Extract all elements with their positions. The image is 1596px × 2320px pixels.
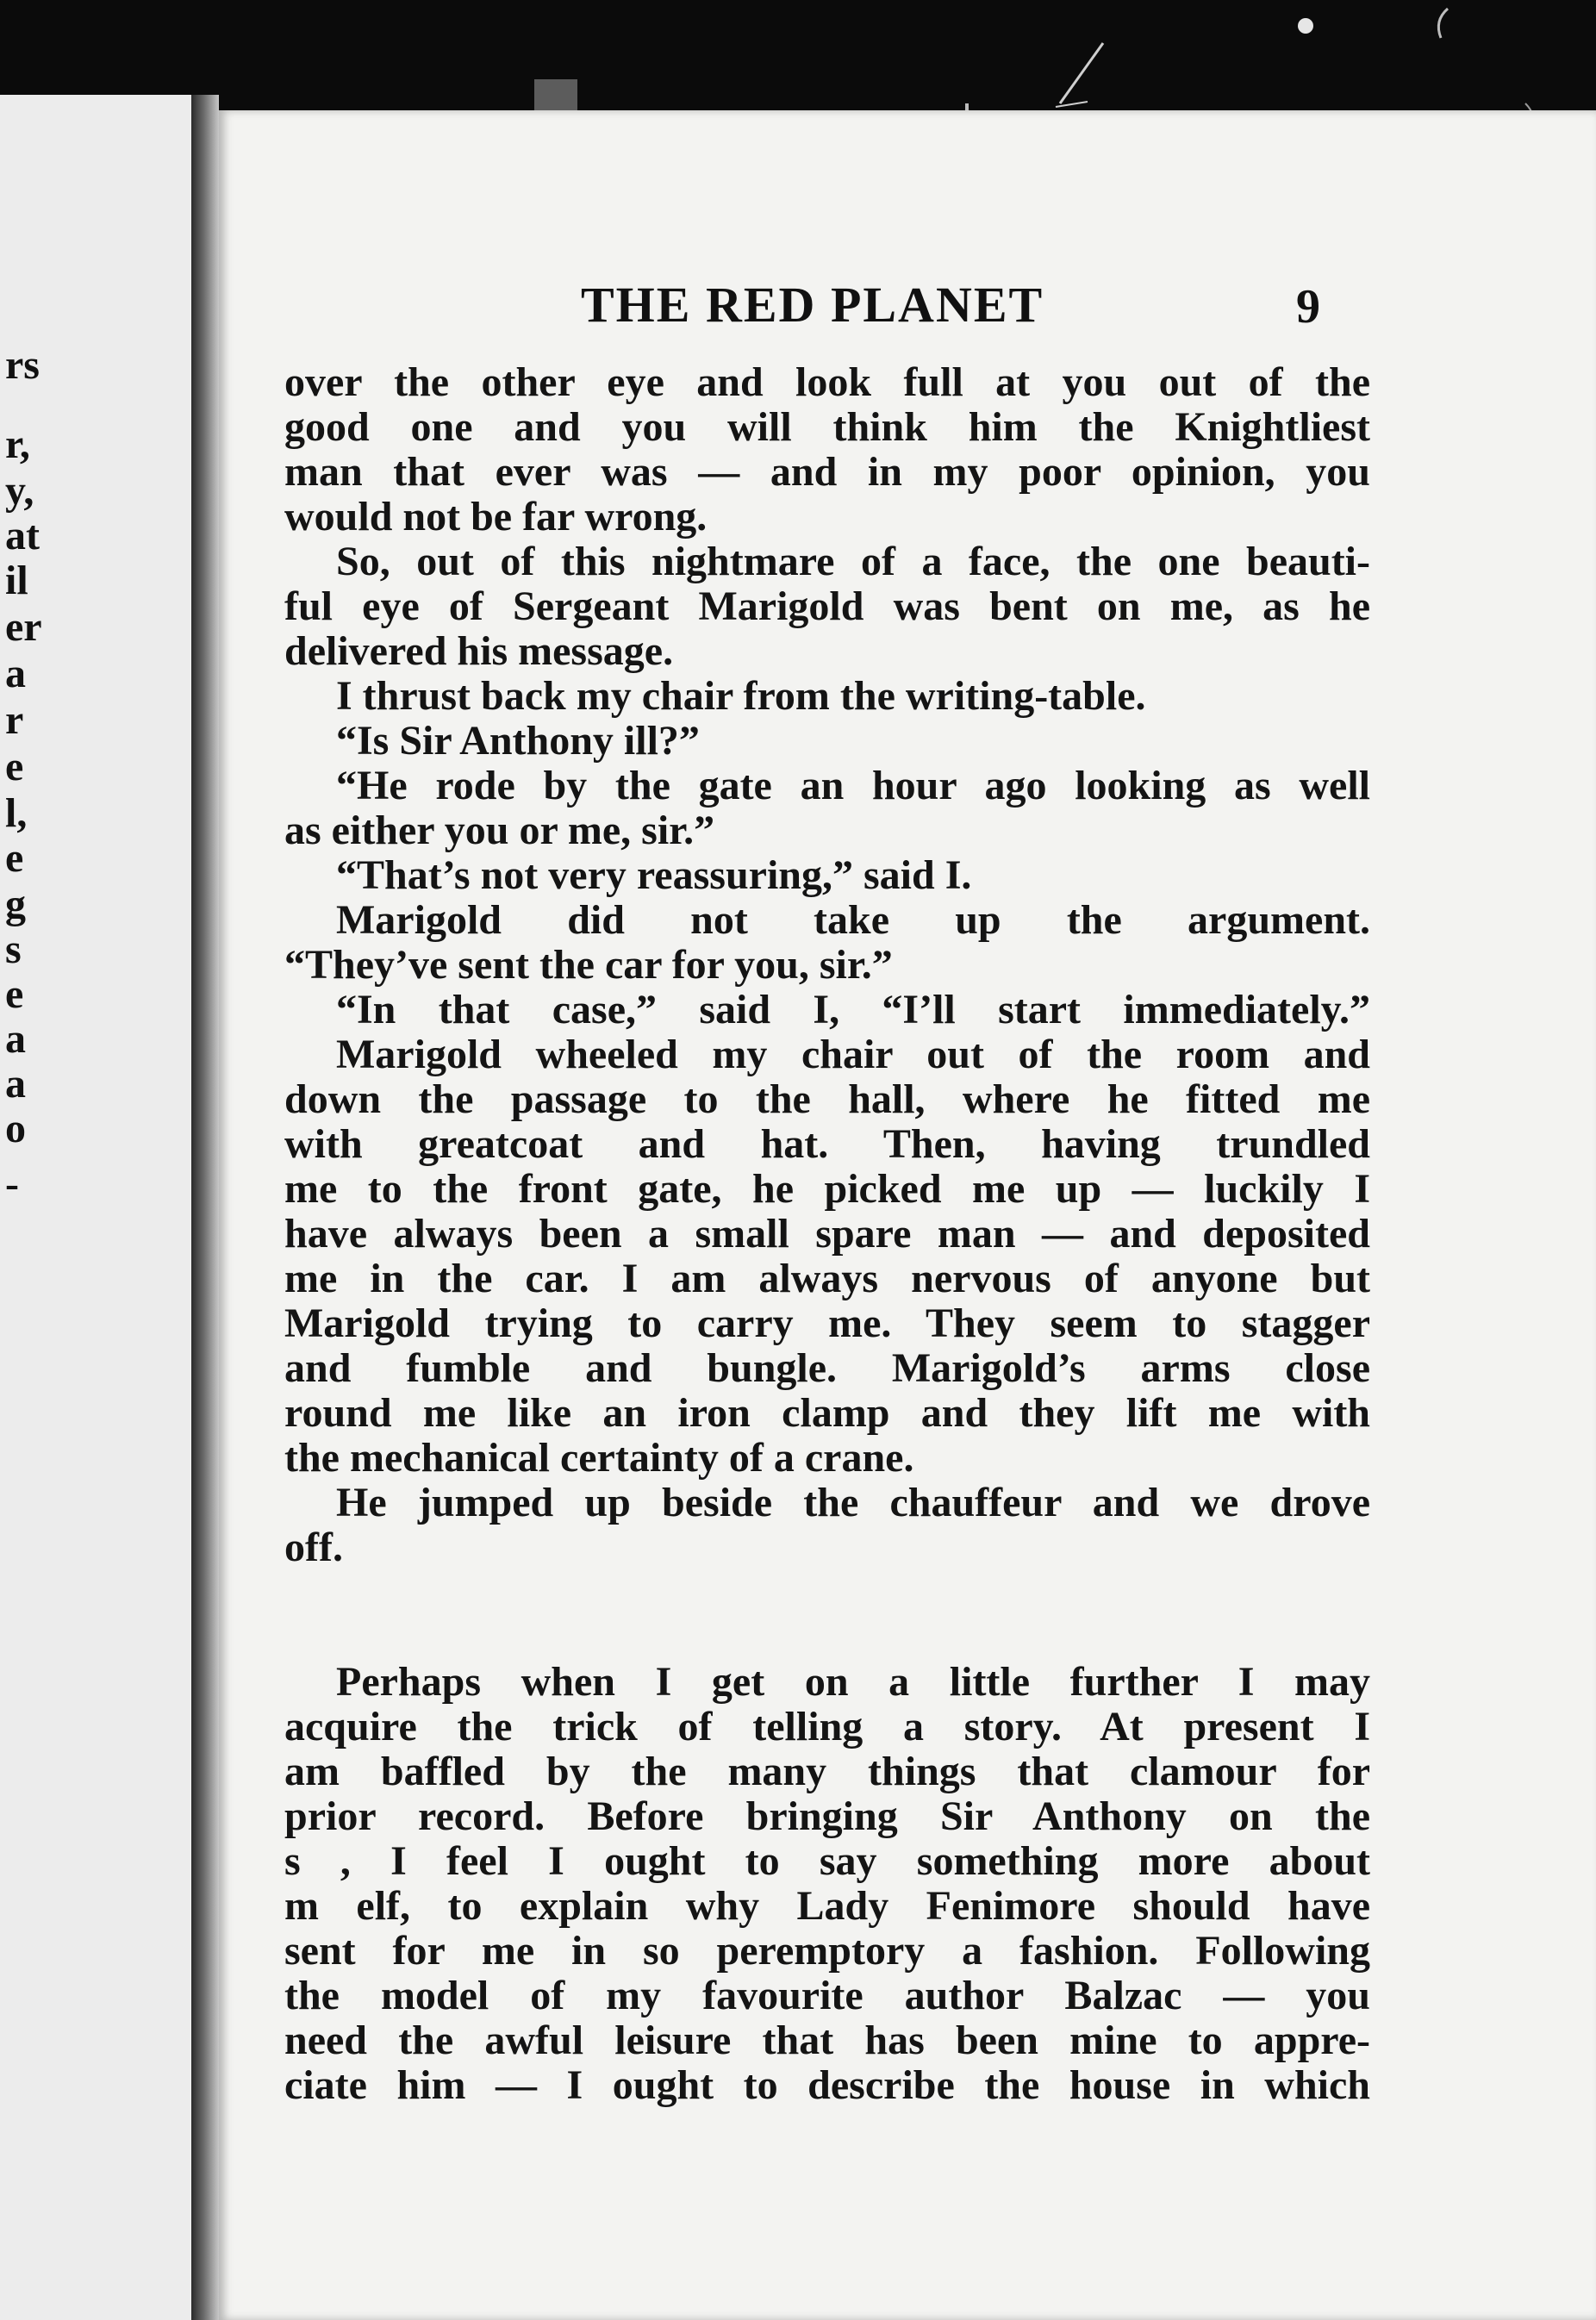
facing-page-text: at bbox=[5, 513, 40, 558]
text-line: over the other eye and look full at you out of the bbox=[284, 359, 1370, 405]
facing-page-text: a bbox=[5, 1016, 26, 1062]
facing-page-text: a bbox=[5, 1061, 26, 1107]
text-line: Marigold did not take up the argument. bbox=[336, 897, 1370, 943]
text-line: So, out of this nightmare of a face, the one beauti- bbox=[336, 539, 1370, 584]
text-line: round me like an iron clamp and they lift me with bbox=[284, 1390, 1370, 1436]
running-head bbox=[219, 276, 1596, 336]
body-text bbox=[284, 360, 1370, 2108]
facing-page-text: o bbox=[5, 1106, 26, 1151]
text-line: “In that case,” said I, “I’ll start immediately.” bbox=[336, 987, 1370, 1032]
text-line: I thrust back my chair from the writing-table. bbox=[336, 673, 1146, 719]
text-line: the model of my favourite author Balzac — you bbox=[284, 1973, 1370, 2018]
text-line: Marigold trying to carry me. They seem to stagger bbox=[284, 1300, 1370, 1346]
text-line: would not be far wrong. bbox=[284, 494, 708, 539]
text-line: the mechanical certainty of a crane. bbox=[284, 1435, 914, 1481]
page-number: 9 bbox=[1296, 280, 1320, 334]
facing-page-text: rs bbox=[5, 342, 40, 388]
facing-page-text: e bbox=[5, 971, 24, 1017]
text-line: acquire the trick of telling a story. At present I bbox=[284, 1704, 1370, 1749]
running-title: THE RED PLANET bbox=[581, 277, 1044, 333]
section-break bbox=[284, 1570, 1370, 1660]
text-line: ful eye of Sergeant Marigold was bent on me, as he bbox=[284, 583, 1370, 629]
text-line: “Is Sir Anthony ill?” bbox=[336, 718, 700, 764]
text-line: need the awful leisure that has been mine to appre- bbox=[284, 2018, 1370, 2063]
text-line: Marigold wheeled my chair out of the room and bbox=[336, 1032, 1370, 1077]
facing-page-text: er bbox=[5, 604, 42, 650]
text-line: Perhaps when I get on a little further I may bbox=[336, 1659, 1370, 1705]
facing-page-text: a bbox=[5, 651, 26, 696]
text-line: He jumped up beside the chauffeur and we drove bbox=[336, 1480, 1370, 1525]
text-line: “He rode by the gate an hour ago looking as well bbox=[336, 763, 1370, 808]
facing-page-text: il bbox=[5, 558, 28, 603]
facing-page-text: r, bbox=[5, 421, 30, 467]
book-gutter bbox=[191, 95, 219, 2320]
facing-page-text: - bbox=[5, 1161, 19, 1207]
text-line: prior record. Before bringing Sir Anthony on the bbox=[284, 1793, 1370, 1839]
text-line: good one and you will think him the Knightliest bbox=[284, 404, 1370, 450]
text-line: “That’s not very reassuring,” said I. bbox=[336, 852, 972, 898]
text-line: s , I feel I ought to say something more about bbox=[284, 1838, 1370, 1884]
book-page bbox=[219, 110, 1596, 2320]
text-line: as either you or me, sir.” bbox=[284, 808, 715, 853]
facing-page-text: y, bbox=[5, 468, 34, 514]
facing-page-fragment bbox=[0, 95, 191, 2320]
text-line: ciate him — I ought to describe the house in which bbox=[284, 2062, 1370, 2108]
text-line: sent for me in so peremptory a fashion. Following bbox=[284, 1928, 1370, 1974]
text-line: “They’ve sent the car for you, sir.” bbox=[284, 942, 893, 988]
text-line: me to the front gate, he picked me up — luckily I bbox=[284, 1166, 1370, 1212]
text-line: delivered his message. bbox=[284, 628, 674, 674]
facing-page-text: e bbox=[5, 744, 24, 789]
facing-page-text: l, bbox=[5, 790, 28, 836]
facing-page-text: s bbox=[5, 926, 22, 972]
text-line: and fumble and bungle. Marigold’s arms close bbox=[284, 1345, 1370, 1391]
facing-page-text: r bbox=[5, 697, 24, 743]
text-line: am baffled by the many things that clamour for bbox=[284, 1749, 1370, 1794]
text-line: off. bbox=[284, 1525, 343, 1570]
text-line: man that ever was — and in my poor opinion, you bbox=[284, 449, 1370, 495]
text-line: with greatcoat and hat. Then, having trundled bbox=[284, 1121, 1370, 1167]
text-line: have always been a small spare man — and deposited bbox=[284, 1211, 1370, 1257]
text-line: me in the car. I am always nervous of anyone but bbox=[284, 1256, 1370, 1301]
facing-page-text: g bbox=[5, 882, 26, 927]
text-line: down the passage to the hall, where he fitted me bbox=[284, 1076, 1370, 1122]
text-line: m elf, to explain why Lady Fenimore should have bbox=[284, 1883, 1370, 1929]
facing-page-text: e bbox=[5, 835, 24, 881]
